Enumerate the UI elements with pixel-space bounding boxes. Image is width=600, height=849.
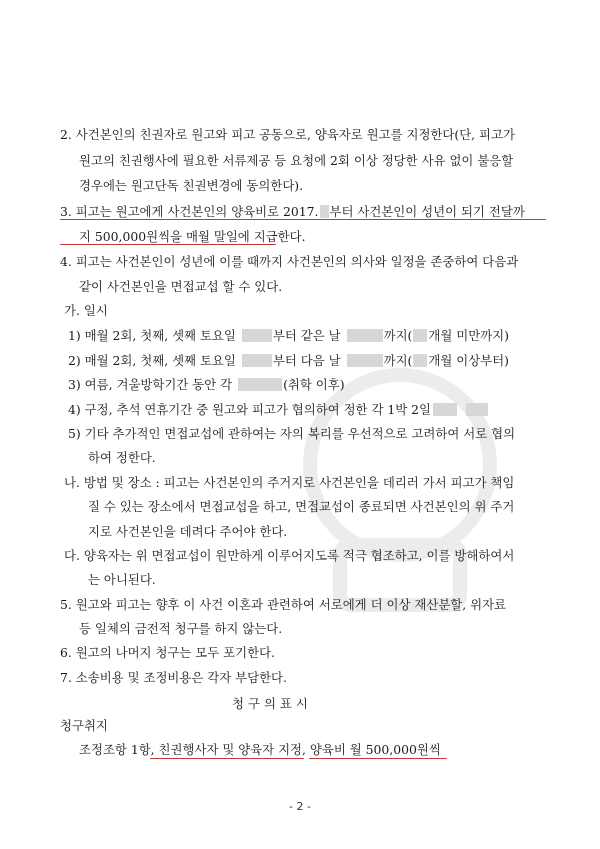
redacted-time	[466, 403, 488, 416]
redacted-time	[242, 354, 272, 367]
claim-heading: 청구의표시	[232, 696, 312, 711]
item-4-na-line-3: 지로 사건본인을 데려다 주어야 한다.	[88, 524, 288, 539]
schedule-2: 2) 매월 2회, 첫째, 셋째 토요일 부터 다음 날 까지( 개월 이상부터)	[68, 353, 509, 368]
redacted-months	[413, 329, 427, 342]
item-2-line-3: 경우에는 원고단독 친권변경에 동의한다).	[79, 178, 304, 193]
schedule-3: 3) 여름, 겨울방학기간 동안 각 (취학 이후)	[68, 377, 345, 392]
schedule-5-line-2: 하여 정한다.	[88, 450, 156, 465]
redacted-time	[242, 329, 272, 342]
item-4-na-line-1: 나. 방법 및 장소 : 피고는 사건본인의 주거지로 사건본인을 데리러 가서 피고가 책임	[64, 475, 515, 490]
schedule-4: 4) 구정, 추석 연휴기간 중 원고와 피고가 협의하여 정한 각 1박 2일	[68, 402, 489, 418]
item-2-line-2: 원고의 친권행사에 필요한 서류제공 등 요청에 2회 이상 정당한 사유 없이 불응할	[79, 153, 514, 168]
redacted-time	[347, 329, 383, 342]
page-number: - 2 -	[289, 800, 311, 813]
item-4-line-2: 같이 사건본인을 면접교섭 할 수 있다.	[79, 279, 283, 294]
item-7: 7. 소송비용 및 조정비용은 각자 부담한다.	[60, 670, 287, 685]
redacted-time	[433, 403, 457, 416]
redacted-date	[320, 205, 329, 218]
item-4-ga: 가. 일시	[64, 303, 108, 318]
item-4-da-line-1: 다. 양육자는 위 면접교섭이 원만하게 이루어지도록 적극 협조하고, 이를 방해하여서	[64, 548, 515, 563]
item-5-line-1: 5. 원고와 피고는 향후 이 사건 이혼과 관련하여 서로에게 더 이상 재산분할, 위자료	[60, 597, 507, 612]
item-6: 6. 원고의 나머지 청구는 모두 포기한다.	[60, 645, 275, 660]
redacted-time	[347, 354, 383, 367]
item-3-line-1	[60, 204, 525, 220]
item-3-text-a: 3. 피고는 원고에게 사건본인의 양육비로 2017.	[60, 204, 319, 219]
underline-custody	[150, 758, 304, 759]
underline-support	[309, 758, 447, 759]
underline-item-3-line-1	[60, 219, 546, 220]
item-2-line-1: 2. 사건본인의 친권자로 원고와 피고 공동으로, 양육자로 원고를 지정한다(단, 피고가	[60, 127, 515, 142]
claim-purpose-label: 청구취지	[60, 718, 108, 733]
item-4-line-1: 4. 피고는 사건본인이 성년에 이를 때까지 사건본인의 의사와 일정을 존중하여 다음과	[60, 254, 519, 269]
item-3-text-b: 부터 사건본인이 성년이 되기 전달까	[329, 204, 525, 219]
redacted-period	[238, 378, 282, 391]
schedule-5-line-1: 5) 기타 추가적인 면접교섭에 관하여는 자의 복리를 우선적으로 고려하여 서로 협의	[68, 426, 516, 441]
item-5-line-2: 등 일체의 금전적 청구를 하지 않는다.	[79, 621, 283, 636]
item-4-na-line-2: 질 수 있는 장소에서 면접교섭을 하고, 면접교섭이 종료되면 사건본인의 위 주거	[88, 499, 515, 514]
underline-item-3-line-2	[60, 244, 276, 245]
item-4-da-line-2: 는 아니된다.	[88, 572, 156, 587]
item-3-line-2: 지 500,000원씩을 매월 말일에 지급한다.	[79, 229, 306, 244]
redacted-months	[413, 354, 427, 367]
claim-purpose-text: 조정조항 1항, 친권행사자 및 양육자 지정, 양육비 월 500,000원씩	[79, 742, 441, 757]
schedule-1: 1) 매월 2회, 첫째, 셋째 토요일 부터 같은 날 까지( 개월 미만까지)	[68, 328, 509, 343]
